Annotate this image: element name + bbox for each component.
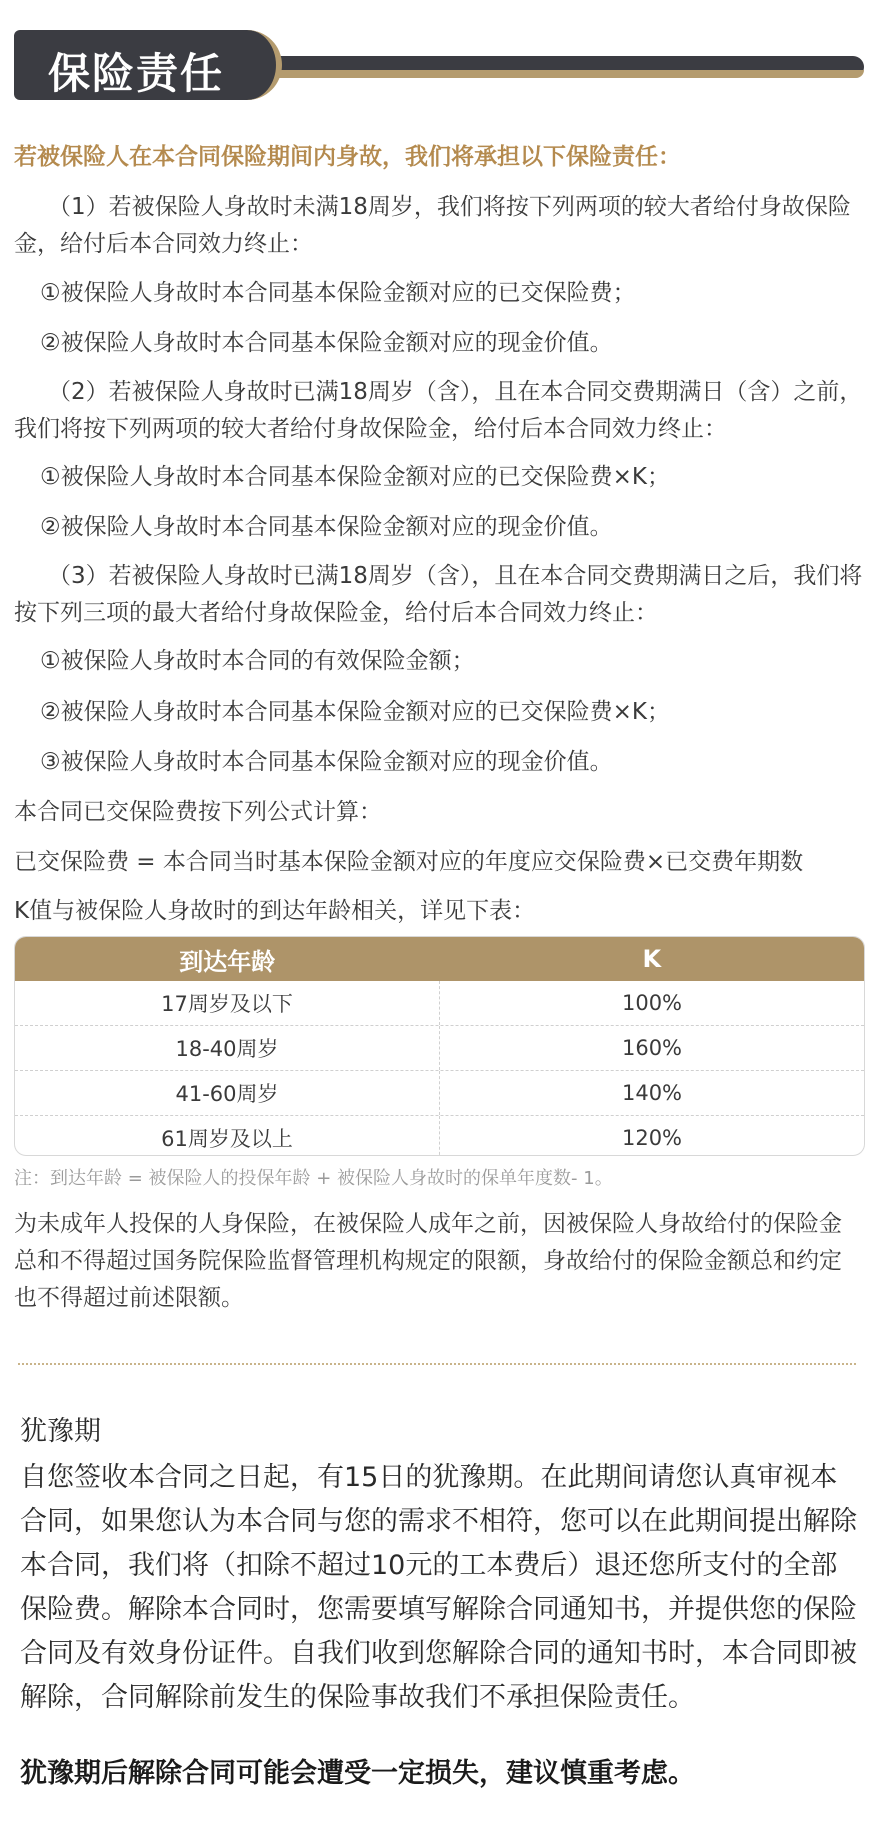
formula-intro: 本合同已交保险费按下列公式计算： (14, 799, 382, 825)
clause-2-item-1: ①被保险人身故时本合同基本保险金额对应的已交保险费×K； (40, 464, 670, 490)
intro-heading: 若被保险人在本合同保险期间内身故，我们将承担以下保险责任： (14, 144, 681, 170)
clause-3-item-3: ③被保险人身故时本合同基本保险金额对应的现金价值。 (40, 749, 613, 775)
clause-2-text: （2）若被保险人身故时已满18周岁（含），且在本合同交费期满日（含）之前，我们将按下列两项的较大者给付身故保险金，给付后本合同效力终止： (14, 379, 863, 442)
cell-age: 41-60周岁 (15, 1071, 440, 1115)
table-row (15, 981, 864, 1025)
cell-k: 140% (621, 1081, 683, 1105)
cooling-off-title: 犹豫期 (20, 1416, 101, 1447)
cell-k: 160% (621, 1036, 683, 1060)
clause-1-item-2: ②被保险人身故时本合同基本保险金额对应的现金价值。 (40, 330, 613, 356)
k-table (14, 936, 865, 1156)
cooling-off-warning: 犹豫期后解除合同可能会遭受一定损失，建议慎重考虑。 (20, 1758, 695, 1789)
clause-1-text: （1）若被保险人身故时未满18周岁，我们将按下列两项的较大者给付身故保险金，给付后本合同效力终止： (14, 194, 851, 257)
header-k: K (642, 945, 662, 973)
header-age: 到达年龄 (179, 947, 276, 976)
cell-age: 18-40周岁 (15, 1026, 440, 1070)
cooling-off-body: 自您签收本合同之日起，有15日的犹豫期。在此期间请您认真审视本合同，如果您认为本合同与您的需求不相符，您可以在此期间提出解除本合同，我们将（扣除不超过10元的工本费后）退还您所支付的全部保险费。解除本合同时，您需要填写解除合同通知书，并提供您的保险合同及有效身份证件。自我们收到您解除合同的通知书时，本合同即被解除，合同解除前发生的保险事故我们不承担保险责任。 (20, 1462, 857, 1713)
minor-paragraph: 为未成年人投保的人身保险，在被保险人成年之前，因被保险人身故给付的保险金总和不得超过国务院保险监督管理机构规定的限额，身故给付的保险金额总和约定也不得超过前述限额。 (14, 1211, 842, 1311)
divider (18, 1363, 856, 1365)
clause-2-item-2: ②被保险人身故时本合同基本保险金额对应的现金价值。 (40, 514, 613, 540)
table-row (15, 1115, 864, 1156)
k-intro: K值与被保险人身故时的到达年龄相关，详见下表： (14, 898, 536, 924)
table-note: 注：到达年龄 = 被保险人的投保年龄 + 被保险人身故时的保单年度数- 1。 (14, 1168, 613, 1189)
cell-age: 61周岁及以上 (15, 1116, 440, 1156)
table-header (15, 937, 864, 981)
cell-k: 100% (621, 991, 683, 1015)
clause-1-item-1: ①被保险人身故时本合同基本保险金额对应的已交保险费； (40, 280, 636, 306)
table-row (15, 1070, 864, 1115)
table-row (15, 1025, 864, 1070)
cell-age: 17周岁及以下 (15, 981, 440, 1025)
header-bar (254, 56, 864, 78)
clause-3-item-2: ②被保险人身故时本合同基本保险金额对应的已交保险费×K； (40, 699, 670, 725)
section-header (14, 30, 864, 100)
cell-k: 120% (621, 1126, 683, 1150)
clause-3-item-1: ①被保险人身故时本合同的有效保险金额； (40, 648, 475, 674)
section-title: 保险责任 (48, 49, 225, 98)
formula: 已交保险费 = 本合同当时基本保险金额对应的年度应交保险费×已交费年期数 (14, 849, 804, 875)
header-tab (14, 30, 282, 100)
clause-3-text: （3）若被保险人身故时已满18周岁（含），且在本合同交费期满日之后，我们将按下列三项的最大者给付身故保险金，给付后本合同效力终止： (14, 563, 863, 626)
